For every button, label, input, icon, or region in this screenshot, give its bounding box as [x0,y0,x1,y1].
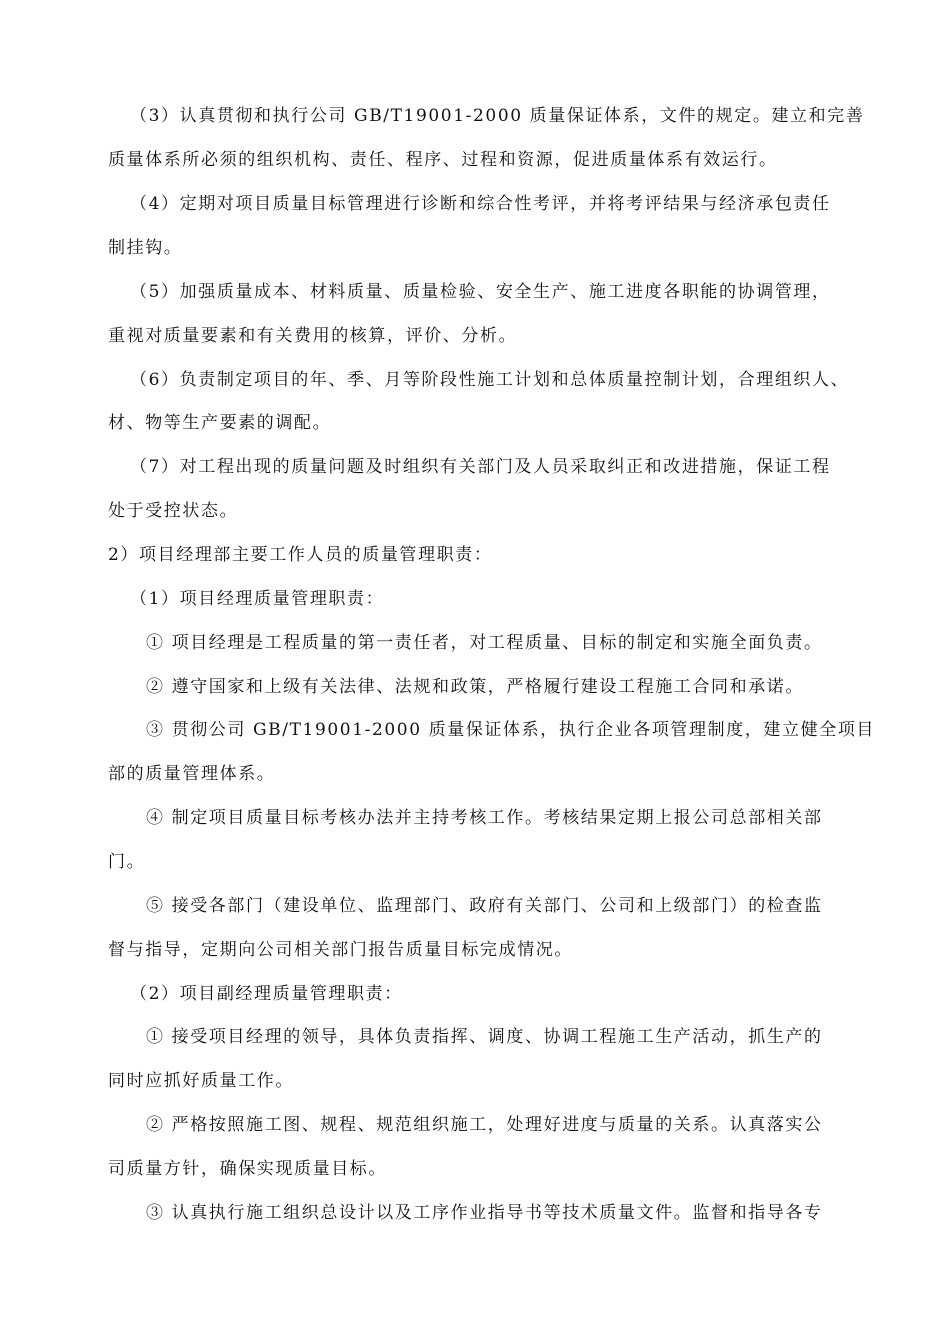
item-1-line-1: ① 项目经理是工程质量的第一责任者，对工程质量、目标的制定和实施全面负责。 [146,633,823,653]
deputy-item-1-line-1: ① 接受项目经理的领导，具体负责指挥、调度、协调工程施工生产活动，抓生产的 [146,1027,823,1047]
paragraph-5-line-1: （5）加强质量成本、材料质量、质量检验、安全生产、施工进度各职能的协调管理， [130,282,831,302]
item-5-line-2: 督与指导，定期向公司相关部门报告质量目标完成情况。 [108,940,573,960]
paragraph-5-line-2: 重视对质量要素和有关费用的核算，评价、分析。 [108,326,518,346]
item-3-line-2: 部的质量管理体系。 [108,764,276,784]
paragraph-3-line-1: （3）认真贯彻和执行公司 GB/T19001-2000 质量保证体系，文件的规定。建立和完善 [130,106,865,126]
deputy-item-2-line-2: 司质量方针，确保实现质量目标。 [108,1159,387,1179]
item-4-line-2: 门。 [108,852,146,872]
deputy-item-3-line-1: ③ 认真执行施工组织总设计以及工序作业指导书等技术质量文件。监督和指导各专 [146,1203,823,1223]
item-2-line-1: ② 遵守国家和上级有关法律、法规和政策，严格履行建设工程施工合同和承诺。 [146,677,805,697]
paragraph-3-line-2: 质量体系所必须的组织机构、责任、程序、过程和资源，促进质量体系有效运行。 [108,150,778,170]
deputy-item-2-line-1: ② 严格按照施工图、规程、规范组织施工，处理好进度与质量的关系。认真落实公 [146,1115,823,1135]
section-heading-2: 2）项目经理部主要工作人员的质量管理职责： [108,545,493,565]
item-5-line-1: ⑤ 接受各部门（建设单位、监理部门、政府有关部门、公司和上级部门）的检查监 [146,896,823,916]
item-3-line-1: ③ 贯彻公司 GB/T19001-2000 质量保证体系，执行企业各项管理制度，建立健全项目 [146,720,876,740]
deputy-item-1-line-2: 同时应抓好质量工作。 [108,1071,294,1091]
item-4-line-1: ④ 制定项目质量目标考核办法并主持考核工作。考核结果定期上报公司总部相关部 [146,808,823,828]
paragraph-7-line-1: （7）对工程出现的质量问题及时组织有关部门及人员采取纠正和改进措施，保证工程 [130,457,831,477]
subsection-heading-2: （2）项目副经理质量管理职责： [130,984,403,1004]
paragraph-4-line-1: （4）定期对项目质量目标管理进行诊断和综合性考评，并将考评结果与经济承包责任 [130,194,831,214]
paragraph-6-line-1: （6）负责制定项目的年、季、月等阶段性施工计划和总体质量控制计划，合理组织人、 [130,370,850,390]
subsection-heading-1: （1）项目经理质量管理职责： [130,589,385,609]
paragraph-7-line-2: 处于受控状态。 [108,501,239,521]
paragraph-6-line-2: 材、物等生产要素的调配。 [108,413,332,433]
paragraph-4-line-2: 制挂钩。 [108,238,183,258]
